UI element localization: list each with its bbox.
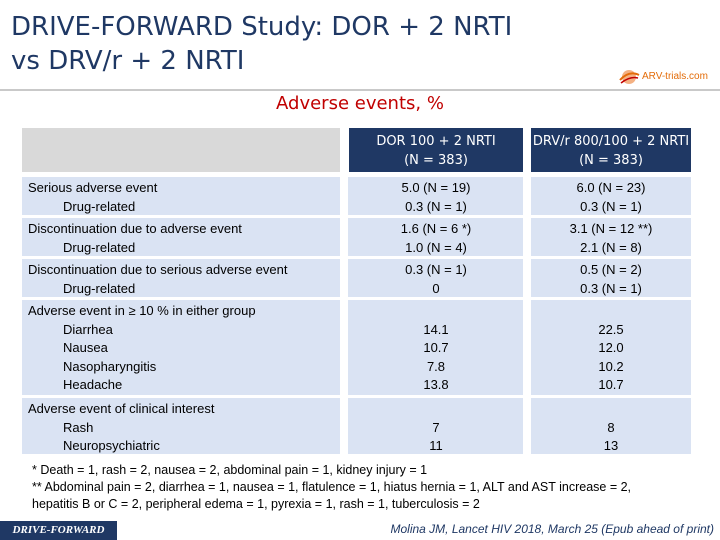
- slide-title-line-2: vs DRV/r + 2 NRTI: [11, 46, 245, 76]
- table-row: [22, 398, 691, 454]
- row-subcategory: Drug-related: [63, 239, 136, 255]
- drv-value: 0.3 (N = 1): [580, 198, 642, 214]
- slide-title-line-1: DRIVE-FORWARD Study: DOR + 2 NRTI: [11, 12, 513, 42]
- drv-value: 22.5: [598, 321, 624, 337]
- drv-value-cell: [531, 179, 691, 216]
- dor-value-cell: [349, 419, 523, 456]
- row-label: [28, 261, 287, 298]
- table-row: [22, 177, 691, 215]
- row-category: Serious adverse event: [28, 180, 158, 195]
- row-label: [28, 220, 242, 257]
- footnote-double-asterisk: ** Abdominal pain = 2, diarrhea = 1, nausea = 1, flatulence = 1, hiatus hernia = 1, ALT and AST increase = 2,: [32, 480, 632, 494]
- slide-title: [11, 10, 611, 78]
- drv-value-cell: [531, 419, 691, 456]
- column-header-dor-arm: DOR 100 + 2 NRTI: [376, 134, 496, 149]
- title-divider: [0, 89, 720, 91]
- drv-value: 10.2: [598, 358, 624, 374]
- drv-value: 0.5 (N = 2): [580, 262, 642, 277]
- row-subcategory: Nausea: [63, 340, 108, 355]
- study-tag: DRIVE-FORWARD: [0, 521, 117, 540]
- header-blank-cell: [22, 128, 340, 172]
- dor-value: 0.3 (N = 1): [405, 262, 467, 277]
- row-subcategory: Headache: [63, 377, 123, 392]
- dor-value-cell: [349, 179, 523, 216]
- drv-value: 13: [603, 438, 619, 453]
- row-subcategory: Diarrhea: [63, 321, 113, 337]
- dor-value: 13.8: [423, 377, 449, 392]
- drv-value-cell: [531, 321, 691, 395]
- dor-value: 14.1: [423, 321, 449, 337]
- footnote-double-asterisk-cont: hepatitis B or C = 2, peripheral edema = 1, pyrexia = 1, rash = 1, tuberculosis = 2: [32, 497, 480, 511]
- row-label: [28, 302, 256, 395]
- logo-text: ARV-trials.com: [642, 71, 708, 82]
- drv-value: 3.1 (N = 12 **): [569, 221, 653, 236]
- column-header-drv-n: (N = 383): [579, 153, 643, 168]
- dor-value: 0: [432, 280, 440, 296]
- row-category: Adverse event of clinical interest: [28, 401, 215, 416]
- dor-value: 1.0 (N = 4): [405, 239, 467, 255]
- row-subcategory: Drug-related: [63, 198, 136, 214]
- footnote-single-asterisk: * Death = 1, rash = 2, nausea = 2, abdominal pain = 1, kidney injury = 1: [32, 463, 428, 477]
- row-label: [28, 400, 214, 456]
- drv-value: 2.1 (N = 8): [580, 239, 642, 255]
- table-row: [22, 259, 691, 297]
- column-header-drv-arm: DRV/r 800/100 + 2 NRTI: [532, 134, 690, 149]
- column-header-dor-n: (N = 383): [404, 153, 468, 168]
- drv-value: 10.7: [598, 377, 624, 392]
- drv-value: 8: [607, 419, 615, 435]
- row-subcategory: Nasopharyngitis: [63, 358, 157, 374]
- table-caption: Adverse events, %: [276, 93, 444, 114]
- dor-value-cell: [349, 261, 523, 298]
- arv-trials-logo: [618, 66, 714, 88]
- column-header-dor: [349, 128, 523, 172]
- drv-value: 0.3 (N = 1): [580, 280, 642, 296]
- table-row: [22, 218, 691, 256]
- column-header-drv: [531, 128, 691, 172]
- row-label: [28, 179, 157, 216]
- table-row: [22, 300, 691, 395]
- row-subcategory: Rash: [63, 419, 94, 435]
- dor-value-cell: [349, 220, 523, 257]
- dor-value: 11: [429, 438, 443, 453]
- dor-value-cell: [349, 321, 523, 395]
- drv-value: 6.0 (N = 23): [576, 180, 646, 195]
- footnotes: [32, 462, 718, 513]
- row-category: Adverse event in ≥ 10 % in either group: [28, 303, 256, 318]
- dor-value: 7.8: [426, 358, 446, 374]
- dor-value: 0.3 (N = 1): [405, 198, 467, 214]
- row-subcategory: Drug-related: [63, 280, 136, 296]
- globe-swoosh-icon: [618, 66, 640, 88]
- row-category: Discontinuation due to adverse event: [28, 221, 242, 236]
- row-category: Discontinuation due to serious adverse event: [28, 262, 288, 277]
- row-subcategory: Neuropsychiatric: [63, 438, 160, 453]
- dor-value: 5.0 (N = 19): [401, 180, 471, 195]
- dor-value: 7: [432, 419, 440, 435]
- drv-value-cell: [531, 261, 691, 298]
- dor-value: 1.6 (N = 6 *): [400, 221, 472, 236]
- citation: Molina JM, Lancet HIV 2018, March 25 (Epub ahead of print): [390, 522, 714, 536]
- drv-value-cell: [531, 220, 691, 257]
- dor-value: 10.7: [423, 340, 449, 355]
- drv-value: 12.0: [598, 340, 624, 355]
